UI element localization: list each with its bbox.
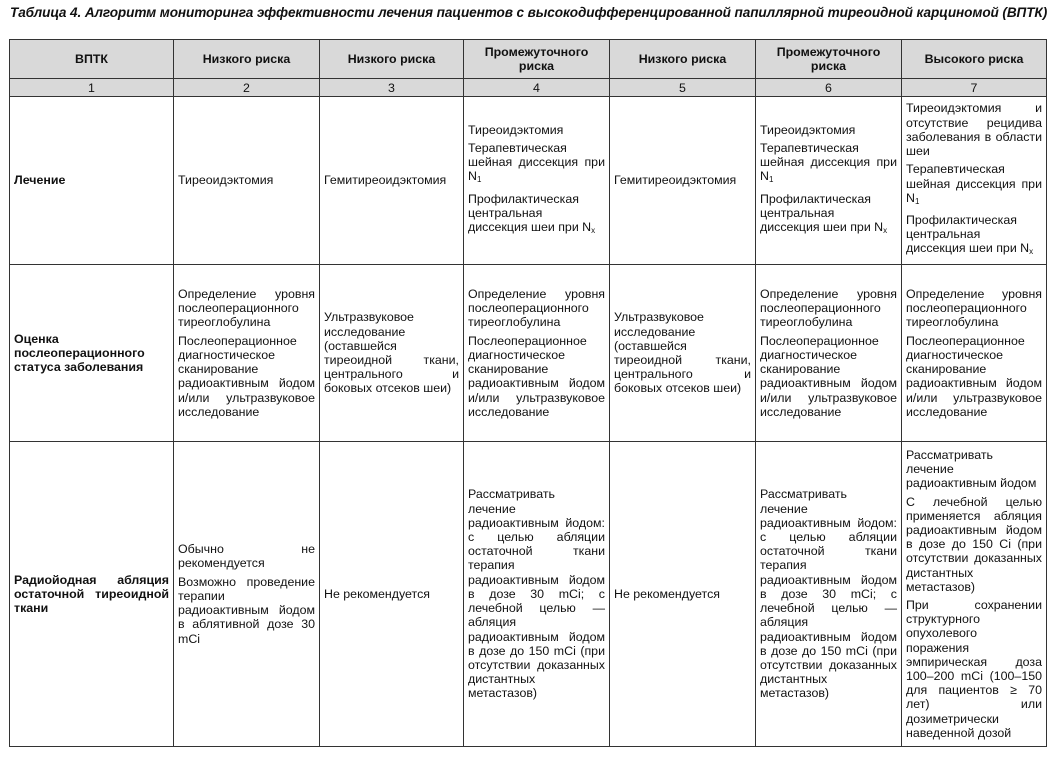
cell-text: Тиреоидэктомия и отсутствие рецидива заболевания в области шеи (906, 101, 1042, 159)
cell-text-with-sub (760, 192, 897, 239)
header-cell: Промежуточного риска (464, 40, 610, 79)
cell-text: Не рекомендуется (614, 586, 720, 601)
cell-text: Рассматривать лечение радиоактивным йодом (906, 447, 1037, 491)
table-cell (320, 442, 464, 747)
cell-text: Послеоперационное диагностическое сканирование радиоактивным йодом и/или ультразвуковое исследование (906, 333, 1042, 419)
cell-text: Возможно проведение терапии радиоактивным йодом в аблятивной дозе 30 mCi (178, 574, 315, 646)
table-cell (610, 265, 756, 442)
cell-text: Тиреоидэктомия (760, 122, 856, 137)
column-number-row (10, 79, 1047, 97)
cell-text: Профилактическая центральная диссекция шеи при N (760, 191, 884, 234)
subscript: x (591, 226, 596, 235)
cell-text: Не рекомендуется (324, 586, 430, 601)
table-cell (174, 97, 320, 265)
cell-text: Рассматривать лечение радиоактивным йодом: с целью абляции остаточной ткани терапия радиоактивным йодом в дозе 30 mCi; с лечебной целью — абляция радиоактивным йодом в дозе до 150 mCi (при отсутствии доказанных дистантных метастазов) (760, 487, 897, 701)
cell-text: Обычно не рекомендуется (178, 542, 315, 571)
cell-text: Послеоперационное диагностическое сканирование радиоактивным йодом и/или ультразвуковое исследование (178, 333, 315, 419)
subscript: 1 (768, 175, 774, 185)
table-caption: Таблица 4. Алгоритм мониторинга эффективности лечения пациентов с высокодифференцированной папиллярной тиреоидной карциномой (ВПТК) (10, 5, 1048, 20)
cell-text-with-sub (468, 141, 605, 188)
table-row (10, 265, 1047, 442)
table-cell (902, 97, 1047, 265)
header-cell: Низкого риска (320, 40, 464, 79)
table-cell (756, 442, 902, 747)
table-cell (756, 97, 902, 265)
cell-text: Тиреоидэктомия (178, 173, 274, 188)
header-cell: Низкого риска (174, 40, 320, 79)
cell-text: Определение уровня послеоперационного тиреоглобулина (906, 287, 1042, 330)
cell-text-with-sub (906, 162, 1042, 209)
row-label: Радиойодная абляция остаточной тиреоидной ткани (10, 442, 174, 747)
cell-text: Послеоперационное диагностическое сканирование радиоактивным йодом и/или ультразвуковое исследование (760, 333, 897, 419)
table-cell (464, 442, 610, 747)
table-cell (174, 442, 320, 747)
cell-text: Тиреоидэктомия (468, 122, 564, 137)
cell-text: Определение уровня послеоперационного тиреоглобулина (760, 287, 897, 330)
column-number: 7 (902, 79, 1047, 97)
cell-text: Рассматривать лечение радиоактивным йодом: с целью абляции остаточной ткани терапия радиоактивным йодом в дозе 30 mCi; с лечебной целью — абляция радиоактивным йодом в дозе до 150 mCi (при отсутствии доказанных дистантных метастазов) (468, 487, 605, 701)
table-cell (902, 265, 1047, 442)
row-label: Лечение (10, 97, 174, 265)
cell-text: При сохранении структурного опухолевого поражения эмпирическая доза 100–200 mCi (100–150 для пациентов ≥ 70 лет) или дозиметрически наведенной дозой (906, 598, 1042, 740)
header-cell: Высокого риска (902, 40, 1047, 79)
cell-text: С лечебной целью применяется абляция радиоактивным йодом в дозе до 150 Ci (при отсутствии доказанных дистантных метастазов) (906, 494, 1042, 594)
cell-text: Определение уровня послеоперационного тиреоглобулина (468, 287, 605, 330)
column-number: 3 (320, 79, 464, 97)
cell-text: Профилактическая центральная диссекция шеи при N (468, 191, 592, 234)
cell-text: Терапевтическая шейная диссекция при N (906, 162, 1042, 205)
subscript: x (883, 226, 888, 235)
cell-text: Гемитиреоидэктомия (614, 173, 737, 188)
table-cell (174, 265, 320, 442)
table-row (10, 97, 1047, 265)
column-number: 4 (464, 79, 610, 97)
header-cell: Промежуточного риска (756, 40, 902, 79)
cell-text-with-sub (906, 213, 1042, 260)
header-cell: ВПТК (10, 40, 174, 79)
header-row (10, 40, 1047, 79)
subscript: 1 (476, 175, 482, 185)
cell-text: Ультразвуковое исследование (оставшейся тиреоидной ткани, центрального и боковых отсеков шеи) (614, 310, 751, 396)
cell-text: Гемитиреоидэктомия (324, 173, 447, 188)
row-label: Оценка послеоперационного статуса заболевания (10, 265, 174, 442)
table-row (10, 442, 1047, 747)
header-cell: Низкого риска (610, 40, 756, 79)
table-cell (464, 265, 610, 442)
monitoring-table (9, 39, 1047, 747)
table-cell (610, 97, 756, 265)
subscript: 1 (914, 196, 920, 206)
cell-text-with-sub (468, 192, 605, 239)
cell-text: Послеоперационное диагностическое сканирование радиоактивным йодом и/или ультразвуковое исследование (468, 333, 605, 419)
table-cell (320, 265, 464, 442)
table-cell (320, 97, 464, 265)
table-cell (464, 97, 610, 265)
column-number: 6 (756, 79, 902, 97)
column-number: 1 (10, 79, 174, 97)
cell-text-with-sub (760, 141, 897, 188)
column-number: 2 (174, 79, 320, 97)
cell-text: Терапевтическая шейная диссекция при N (468, 140, 605, 184)
table-cell (610, 442, 756, 747)
table-cell (756, 265, 902, 442)
subscript: x (1029, 247, 1034, 257)
table-cell (902, 442, 1047, 747)
cell-text: Определение уровня послеоперационного тиреоглобулина (178, 287, 315, 330)
cell-text: Ультразвуковое исследование (оставшейся тиреоидной ткани, центрального и боковых отсеков шеи) (324, 310, 459, 396)
column-number: 5 (610, 79, 756, 97)
cell-text: Терапевтическая шейная диссекция при N (760, 140, 897, 184)
cell-text: Профилактическая центральная диссекция шеи при N (906, 212, 1030, 256)
